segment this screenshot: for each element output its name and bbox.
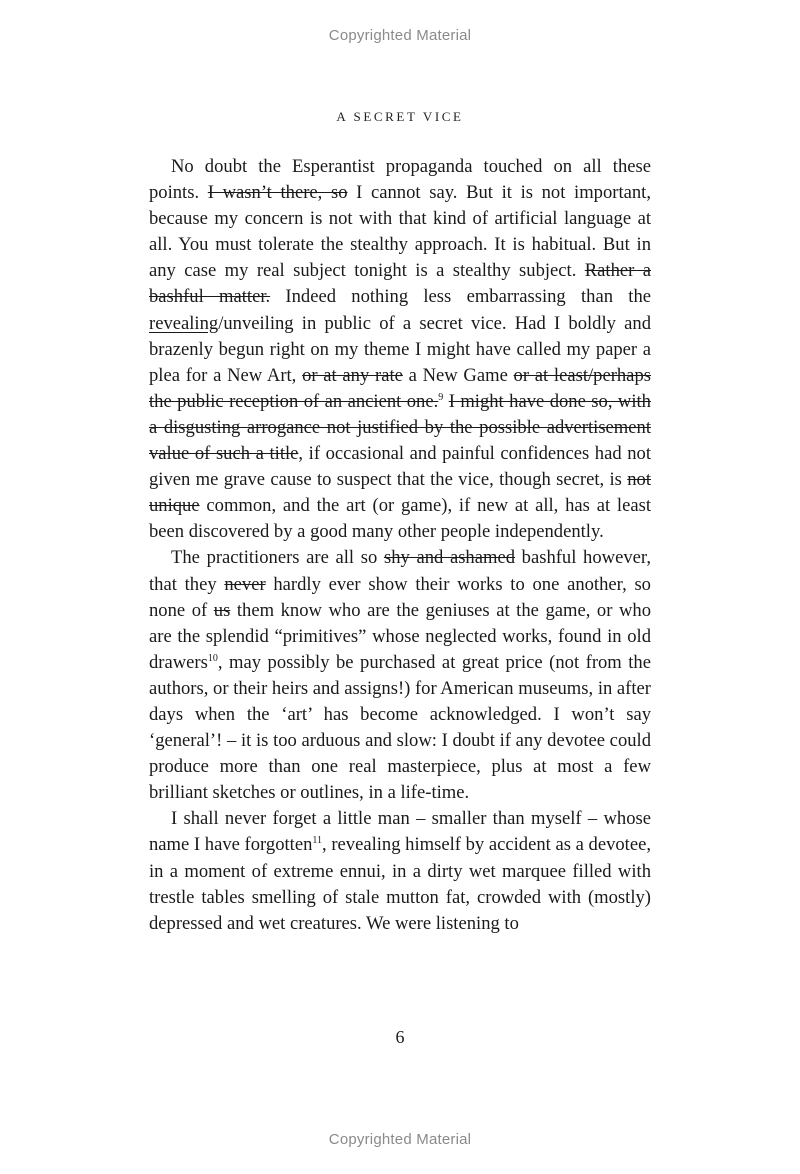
footnote-marker: 11: [312, 835, 323, 847]
text-run: I cannot say. But it is not important, because my concern is not with that kind of artificial language at all. You must tolerate the stealthy approach. It is habitual. But in any case my real subject tonight is a stealthy subject.: [149, 182, 651, 282]
text-run: common, and the art (or game), if new at all, has at least been discovered by a good many other people independently.: [149, 495, 651, 543]
underlined-text: revealing: [149, 312, 219, 334]
text-run: The practitioners are all so: [171, 547, 384, 569]
text-run: bashful however, that they: [149, 547, 651, 595]
struck-text: us: [213, 599, 231, 621]
text-run: hardly ever show their works to one another, so none of: [149, 573, 651, 621]
copyright-watermark-top: Copyrighted Material: [328, 27, 472, 44]
text-run: , revealing himself by accident as a devotee, in a moment of extreme ennui, in a dirty wet marquee filled with trestle tables smelling of stale mutton fat, crowded with (mostly) depressed and wet creatures. We were listening to: [149, 834, 651, 934]
struck-text: or at any rate: [302, 364, 403, 386]
paragraph: [149, 545, 651, 806]
struck-text: Rather a bashful matter.: [149, 260, 651, 308]
footnote-marker: 10: [207, 652, 218, 664]
copyright-watermark-bottom: Copyrighted Material: [328, 1131, 472, 1148]
struck-text: never: [224, 573, 266, 595]
paragraph: [149, 806, 651, 936]
text-run: /unveiling in public of a secret vice. Had I boldly and brazenly begun right on my theme I might have called my paper a plea for a New Art,: [149, 312, 651, 386]
text-run: , may possibly be purchased at great price (not from the authors, or their heirs and assigns!) for American museums, in after days when the ‘art’ has become acknowledged. I won’t say ‘general’! – it is too arduous and slow: I doubt if any devotee could produce more than one real masterpiece, plus at most a few brilliant sketches or outlines, in a life-time.: [149, 651, 651, 804]
text-run: a New Game: [402, 364, 514, 386]
text-run: , if occasional and painful confidences had not given me grave cause to suspect that the vice, though secret, is: [149, 443, 651, 491]
struck-text: I might have done so, with a disgusting arrogance not justified by the possible advertisement value of such a title: [149, 390, 651, 465]
body-text: [149, 154, 651, 937]
struck-text: I wasn’t there, so: [207, 182, 348, 204]
struck-text: or at least/perhaps the public reception of an ancient one.: [149, 364, 651, 412]
running-head: A SECRET VICE: [336, 109, 464, 124]
text-run: I shall never forget a little man – smaller than myself – whose name I have forgotten: [149, 808, 651, 856]
struck-text: not unique: [149, 469, 651, 517]
text-run: No doubt the Esperantist propaganda touched on all these points.: [149, 156, 651, 204]
page-number: 6: [395, 1027, 405, 1047]
text-run: Indeed nothing less embarrassing than the: [270, 286, 651, 308]
footnote-marker: 9: [438, 391, 444, 403]
text-run: them know who are the geniuses at the game, or who are the splendid “primitives” whose neglected works, found in old drawers: [149, 599, 651, 673]
paragraph: [149, 154, 651, 545]
struck-text: shy and ashamed: [383, 547, 515, 569]
